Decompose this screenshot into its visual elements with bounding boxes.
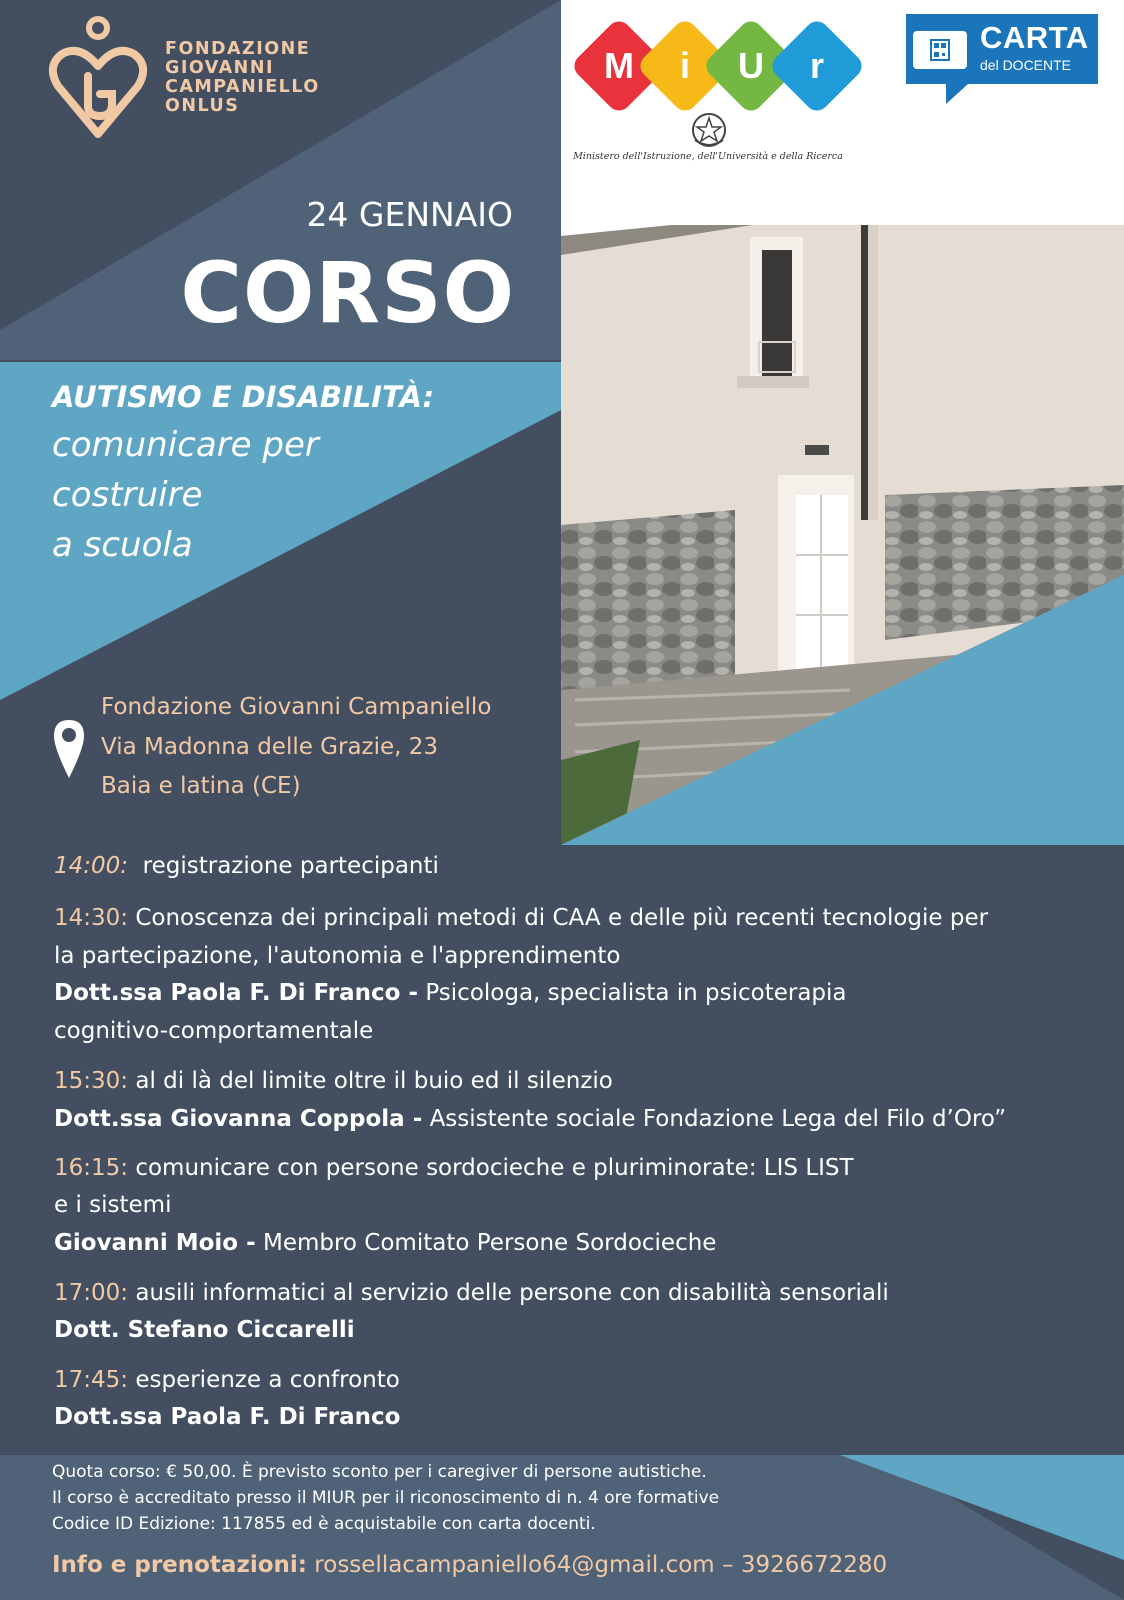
program-speaker: Dott. Stefano Ciccarelli: [54, 1317, 355, 1343]
event-date: 24 GENNAIO: [306, 195, 513, 234]
course-title-line: a scuola: [52, 525, 193, 565]
organizer-line: CAMPANIELLO: [165, 77, 320, 97]
program-time: 17:45:: [54, 1367, 129, 1393]
program-item: [54, 1155, 854, 1181]
miur-letter-i: i: [679, 45, 690, 86]
miur-letter-r: r: [809, 45, 824, 86]
program-time: 17:00:: [54, 1280, 129, 1306]
program-topic-continued: la partecipazione, l'autonomia e l'apprendimento: [54, 943, 621, 969]
program-speaker-role: Assistente sociale Fondazione Lega del Filo d’Oro”: [429, 1106, 1007, 1132]
program-speaker-line: [54, 1404, 400, 1430]
program-speaker-role-continued: cognitivo-comportamentale: [54, 1018, 374, 1044]
program-topic: comunicare con persone sordocieche e pluriminorate: LIS LIST: [135, 1155, 854, 1181]
program-item: [54, 1280, 889, 1306]
program-time: 16:15:: [54, 1155, 129, 1181]
program-topic: Conoscenza dei principali metodi di CAA e delle più recenti tecnologie per: [135, 905, 989, 931]
heart-logo-icon: [48, 14, 148, 138]
event-type-title: CORSO: [180, 244, 515, 342]
course-title-main: AUTISMO E DISABILITÀ:: [52, 380, 435, 414]
organizer-line: FONDAZIONE: [165, 39, 311, 59]
program-speaker-line: [54, 980, 847, 1006]
venue-street: Via Madonna delle Grazie, 23: [101, 734, 439, 760]
program-topic: registrazione partecipanti: [142, 853, 439, 879]
footer-note: Il corso è accreditato presso il MIUR per il riconoscimento di n. 4 ore formative: [52, 1488, 720, 1508]
course-title-line: costruire: [52, 475, 203, 515]
program-item: [54, 853, 439, 879]
miur-letter-m: M: [604, 45, 634, 86]
contact-line: [52, 1552, 887, 1578]
program-time: 15:30:: [54, 1068, 129, 1094]
venue-name: Fondazione Giovanni Campaniello: [101, 694, 492, 720]
republic-emblem-icon: [689, 110, 729, 150]
program-speaker: Dott.ssa Giovanna Coppola -: [54, 1106, 423, 1132]
carta-subtitle: del DOCENTE: [980, 57, 1072, 73]
program-topic: esperienze a confronto: [135, 1367, 400, 1393]
carta-title: CARTA: [980, 20, 1089, 55]
program-speaker: Giovanni Moio -: [54, 1230, 256, 1256]
program-time: 14:00:: [54, 853, 129, 879]
location-pin-icon: [52, 718, 86, 780]
program-speaker-role: Psicologa, specialista in psicoterapia: [425, 980, 847, 1006]
organizer-line: GIOVANNI: [165, 58, 274, 78]
organizer-line: ONLUS: [165, 96, 240, 116]
program-topic-continued: e i sistemi: [54, 1192, 172, 1218]
contact-label: Info e prenotazioni:: [52, 1552, 307, 1578]
program-speaker: Dott.ssa Paola F. Di Franco -: [54, 980, 419, 1006]
carta-card-icon: [913, 31, 967, 69]
program-item: [54, 1367, 400, 1393]
ministry-caption: Ministero dell'Istruzione, dell'Università e della Ricerca: [573, 151, 843, 162]
program-speaker-line: [54, 1106, 1006, 1132]
organizer-name: [165, 40, 320, 116]
program-speaker: Dott.ssa Paola F. Di Franco: [54, 1404, 401, 1430]
venue-city: Baia e latina (CE): [101, 773, 301, 799]
miur-letter-u: U: [738, 45, 764, 86]
footer-note: Quota corso: € 50,00. È previsto sconto per i caregiver di persone autistiche.: [52, 1462, 707, 1482]
program-speaker-line: [54, 1230, 716, 1256]
contact-details: rossellacampaniello64@gmail.com – 3926672280: [314, 1552, 888, 1578]
course-title-line: comunicare per: [52, 425, 319, 465]
program-topic: ausili informatici al servizio delle persone con disabilità sensoriali: [135, 1280, 889, 1306]
panel-cut: [561, 180, 1124, 250]
program-speaker-line: [54, 1317, 355, 1343]
carta-docente-tail: [946, 84, 968, 104]
program-item: [54, 1068, 613, 1094]
program-topic: al di là del limite oltre il buio ed il silenzio: [135, 1068, 613, 1094]
program-time: 14:30:: [54, 905, 129, 931]
footer-note: Codice ID Edizione: 117855 ed è acquistabile con carta docenti.: [52, 1514, 596, 1534]
program-speaker-role: Membro Comitato Persone Sordocieche: [262, 1230, 717, 1256]
program-item: [54, 905, 988, 931]
qr-code-icon: [913, 31, 967, 69]
